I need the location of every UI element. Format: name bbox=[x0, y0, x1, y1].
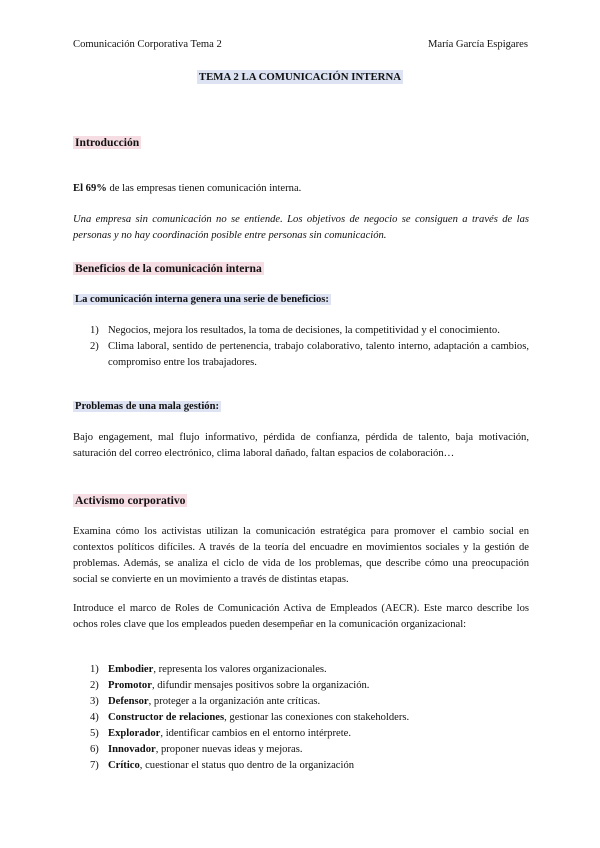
section-activism-heading-wrap bbox=[73, 493, 187, 510]
section-benefits-heading-wrap bbox=[73, 261, 264, 278]
benefits-subheading-wrap bbox=[73, 292, 331, 308]
list-item bbox=[73, 662, 529, 678]
header-course: Comunicación Corporativa Tema 2 bbox=[73, 39, 222, 50]
intro-quote: Una empresa sin comunicación no se entiende. Los objetivos de negocio se consiguen a través de las personas y no hay coordinación posible entre personas sin comunicación. bbox=[73, 214, 529, 241]
roles-list bbox=[73, 662, 529, 774]
intro-stat bbox=[73, 181, 529, 197]
role-description: , proponer nuevas ideas y mejoras. bbox=[155, 744, 303, 755]
role-description: , gestionar las conexiones con stakeholders. bbox=[224, 712, 410, 723]
list-item-number: 4) bbox=[90, 712, 99, 723]
role-name: Defensor bbox=[108, 696, 149, 707]
section-benefits-heading: Beneficios de la comunicación interna bbox=[75, 262, 262, 275]
list-item bbox=[73, 710, 529, 726]
intro-stat-text: de las empresas tienen comunicación interna. bbox=[106, 183, 302, 194]
role-name: Crítico bbox=[108, 760, 140, 771]
section-intro-heading-wrap bbox=[73, 135, 141, 152]
document-title-wrap bbox=[0, 69, 600, 86]
role-name: Constructor de relaciones bbox=[108, 712, 225, 723]
list-item-number: 1) bbox=[90, 664, 99, 675]
role-description: , difundir mensajes positivos sobre la organización. bbox=[151, 680, 370, 691]
role-name: Explorador bbox=[108, 728, 161, 739]
role-description: , proteger a la organización ante críticas. bbox=[148, 696, 321, 707]
list-item bbox=[73, 678, 529, 694]
role-description: , representa los valores organizacionales. bbox=[153, 664, 327, 675]
list-item bbox=[73, 694, 529, 710]
benefits-list bbox=[73, 323, 529, 371]
benefits-subheading: La comunicación interna genera una serie de beneficios: bbox=[75, 294, 329, 305]
section-intro-heading: Introducción bbox=[75, 136, 140, 149]
list-item-number: 6) bbox=[90, 744, 99, 755]
list-item bbox=[73, 758, 529, 774]
section-activism-heading: Activismo corporativo bbox=[75, 494, 186, 507]
document-title: TEMA 2 LA COMUNICACIÓN INTERNA bbox=[198, 71, 402, 83]
intro-stat-pct: El 69% bbox=[73, 183, 107, 194]
role-description: , cuestionar el status quo dentro de la organización bbox=[139, 760, 355, 771]
list-item bbox=[73, 323, 529, 339]
role-name: Embodier bbox=[108, 664, 154, 675]
list-item-number: 1) bbox=[90, 325, 99, 336]
role-name: Innovador bbox=[108, 744, 156, 755]
list-item-number: 2) bbox=[90, 680, 99, 691]
role-description: , identificar cambios en el entorno intérprete. bbox=[160, 728, 352, 739]
problems-heading-wrap bbox=[73, 399, 221, 415]
list-item-number: 5) bbox=[90, 728, 99, 739]
list-item bbox=[73, 726, 529, 742]
problems-heading: Problemas de una mala gestión: bbox=[75, 401, 219, 412]
role-name: Promotor bbox=[108, 680, 152, 691]
list-item-number: 7) bbox=[90, 760, 99, 771]
list-item bbox=[73, 339, 529, 371]
header-author: María García Espigares bbox=[427, 39, 528, 50]
list-item-text: Clima laboral, sentido de pertenencia, trabajo colaborativo, talento interno, adaptación a cambios, compromiso entre los trabajadores. bbox=[108, 341, 529, 368]
problems-text: Bajo engagement, mal flujo informativo, pérdida de confianza, pérdida de talento, baja motivación, saturación del correo electrónico, clima laboral dañado, faltan espacios de colaboración… bbox=[73, 432, 529, 459]
list-item-text: Negocios, mejora los resultados, la toma de decisiones, la competitividad y el conocimiento. bbox=[108, 325, 500, 336]
list-item-number: 3) bbox=[90, 696, 99, 707]
list-item-number: 2) bbox=[90, 341, 99, 352]
list-item bbox=[73, 742, 529, 758]
activism-paragraph-2: Introduce el marco de Roles de Comunicación Activa de Empleados (AECR). Este marco describe los ochos roles clave que los empleados pueden desempeñar en la comunicación organizacional: bbox=[73, 603, 529, 630]
activism-paragraph-1: Examina cómo los activistas utilizan la comunicación estratégica para promover el cambio social en contextos políticos difíciles. A través de la teoría del encuadre en movimientos sociales y la gestión de problemas. Además, se analiza el ciclo de vida de los problemas, que describe cómo una preocupación social se convierte en un movimiento a través de distintas etapas. bbox=[73, 526, 529, 585]
